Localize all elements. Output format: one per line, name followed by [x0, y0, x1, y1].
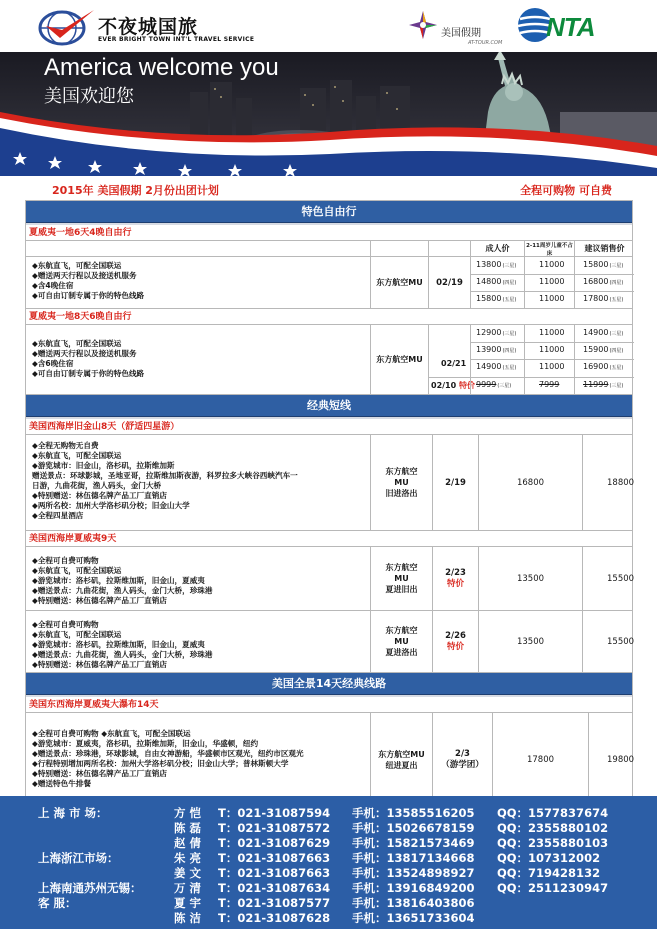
price-value: 13800 [476, 260, 502, 269]
feature-line: ◆赠送特色牛排餐 [32, 779, 91, 788]
contact-qq[interactable]: QQ：107312002 [497, 851, 601, 865]
airline-line: 旧进洛出 [385, 489, 418, 498]
feature-line: ◆含4晚住宿 [32, 281, 74, 290]
contact-mobile[interactable]: 手机：13816403806 [352, 896, 475, 910]
contact-name: 姜 文 [174, 866, 202, 880]
date-value: 2/23 [445, 567, 466, 578]
contact-row [0, 805, 657, 820]
plan-heading [24, 182, 636, 198]
airline-line: 夏进洛出 [385, 648, 418, 657]
table-row [26, 325, 632, 395]
brand-name-cn: 不夜城国旅 [98, 16, 199, 38]
contact-name: 方 恺 [174, 806, 202, 820]
feature-line: ◆含6晚住宿 [32, 359, 74, 368]
date-cell: 02/19 [428, 257, 470, 308]
price-value: 11000 [539, 345, 565, 354]
contact-mobile[interactable]: 手机：13916849200 [352, 881, 475, 895]
price-value: 9999 [476, 380, 497, 389]
contact-region: 上海南通苏州无锡： [38, 881, 142, 895]
date-cell [432, 713, 492, 807]
airline-cell [370, 435, 432, 530]
date-header-cell [428, 241, 470, 256]
feature-cell [26, 325, 370, 394]
partner-logo[interactable] [408, 10, 508, 48]
route-title: 美国西海岸旧金山8天（舒适四星游） [26, 419, 632, 435]
table-row [26, 241, 632, 257]
banner-title-cn: 美国欢迎您 [44, 86, 134, 107]
partner-name-en: AT-TOUR.COM [468, 40, 503, 46]
feature-header-cell [26, 241, 370, 256]
banner-title-en: America welcome you [44, 54, 279, 81]
suggest-price-cell [574, 257, 634, 308]
adult-price-cell: 13500 [478, 611, 582, 672]
table-row [26, 611, 635, 673]
plan-title: 2015年 美国假期 2月份出团计划 [52, 184, 219, 197]
feature-line: ◆可自由订制专属于你的特色线路 [32, 291, 145, 300]
contact-mobile[interactable]: 手机：13651733604 [352, 911, 475, 925]
feature-line: ◆全程四星酒店 [32, 511, 84, 520]
brand-logo[interactable] [36, 8, 266, 48]
feature-line: ◆全程无购物无自费 [32, 441, 99, 450]
airline-line: MU [394, 574, 409, 583]
date-value: 02/21 [441, 359, 467, 368]
star-tag: (五星) [609, 297, 624, 303]
airline-cell [370, 713, 432, 807]
contact-phone[interactable]: T：021-31087594 [218, 806, 331, 820]
header [0, 0, 657, 52]
price-value: 14900 [476, 362, 502, 371]
feature-line: ◆全程可自费可购物 [32, 556, 99, 565]
feature-line: ◆游览城市：旧金山，洛杉矶，拉斯维加斯 [32, 461, 175, 470]
contact-mobile[interactable]: 手机：13585516205 [352, 806, 475, 820]
contact-row [0, 820, 657, 835]
contact-mobile[interactable]: 手机：15821573469 [352, 836, 475, 850]
price-value: 11000 [539, 260, 565, 269]
date-cell [428, 325, 475, 394]
date-value: 2/26 [445, 630, 466, 641]
airline-header-cell [370, 241, 428, 256]
feature-line: ◆游览城市：夏威夷，洛杉矶，拉斯维加斯，旧金山，华盛顿，纽约 [32, 739, 259, 748]
partner-name-cn: 美国假期 [441, 28, 481, 39]
table-row [26, 435, 635, 531]
contact-row [0, 895, 657, 910]
brand-name-en: EVER BRIGHT TOWN INT'L TRAVEL SERVICE [98, 36, 255, 43]
contact-name: 陈 洁 [174, 911, 202, 925]
price-value: 11999 [583, 380, 609, 389]
star-tag: (三星) [502, 331, 517, 337]
contact-row [0, 835, 657, 850]
price-value: 16900 [583, 362, 609, 371]
route-title: 夏威夷一地6天4晚自由行 [26, 225, 632, 241]
price-value: 7999 [539, 380, 560, 389]
contact-name: 赵 倩 [174, 836, 202, 850]
contact-phone[interactable]: T：021-31087663 [218, 866, 331, 880]
date-cell: 2/19 [432, 435, 478, 530]
feature-line: ◆赠送景点：珍珠港，环球影城，自由女神游船，华盛顿市区观光，纽约市区观光 [32, 749, 304, 758]
feature-line: 日游，九曲花街，渔人码头，金门大桥 [32, 481, 162, 490]
contact-mobile[interactable]: 手机：13817134668 [352, 851, 475, 865]
route-title: 美国西海岸夏威夷9天 [26, 531, 632, 547]
feature-cell [26, 713, 370, 807]
plan-slogan: 全程可购物 可自费 [520, 184, 612, 197]
contact-phone[interactable]: T：021-31087572 [218, 821, 331, 835]
feature-line: ◆特别赠送：林伍德名牌产品工厂直销店 [32, 769, 167, 778]
airline-line: 东方航空 [385, 467, 418, 476]
contact-region: 客 服： [38, 896, 77, 910]
feature-cell [26, 547, 370, 610]
section-bar-panorama-14d: 美国全景14天经典线路 [26, 673, 632, 695]
feature-line: 赠送景点：环球影城，圣地亚哥，拉斯维加斯夜游，科罗拉多大峡谷西峡汽车一 [32, 471, 298, 480]
star-tag: (四星) [502, 348, 517, 354]
adult-price-cell: 17800 [492, 713, 588, 807]
contact-qq[interactable]: QQ：1577837674 [497, 806, 609, 820]
star-tag: (四星) [609, 348, 624, 354]
airline-line: 东方航空 [385, 563, 418, 572]
table-row [26, 713, 635, 807]
adult-price-cell [470, 257, 524, 308]
star-tag: (三星) [502, 263, 517, 269]
star-mark-icon [408, 10, 438, 40]
airline-line: 东方航空 [385, 626, 418, 635]
nta-logo[interactable] [516, 6, 636, 44]
contact-row [0, 865, 657, 880]
feature-line: ◆游览城市：洛杉矶，拉斯维加斯，旧金山，夏威夷 [32, 576, 205, 585]
feature-line: ◆东航直飞，可配全国联运 [32, 630, 122, 639]
suggest-price-cell: 15500 [582, 611, 634, 672]
star-tag: (五星) [502, 297, 517, 303]
feature-line: ◆赠送景点：九曲花街，渔人码头，金门大桥，珍珠港 [32, 586, 213, 595]
price-value: 13900 [476, 345, 502, 354]
feature-line: ◆特别赠送：林伍德名牌产品工厂直销店 [32, 596, 167, 605]
contact-name: 陈 磊 [174, 821, 202, 835]
child-price-cell [524, 257, 574, 308]
contact-phone[interactable]: T：021-31087577 [218, 896, 331, 910]
contact-row [0, 910, 657, 925]
feature-line: ◆行程特别增加两所名校：加州大学洛杉矶分校；旧金山大学；普林斯顿大学 [32, 759, 289, 768]
contact-phone[interactable]: T：021-31087663 [218, 851, 331, 865]
price-value: 11000 [539, 277, 565, 286]
star-tag: (三星) [609, 263, 624, 269]
suggest-price-cell: 19800 [588, 713, 634, 807]
feature-line: ◆东航直飞，可配全国联运 [32, 451, 122, 460]
airline-line: 东方航空MU [378, 750, 425, 759]
section-bar-classic-short: 经典短线 [26, 395, 632, 417]
date-note: （游学团） [441, 760, 484, 770]
contact-row [0, 850, 657, 865]
airline-line: MU [394, 478, 409, 487]
price-value: 15800 [476, 294, 502, 303]
price-value: 16800 [583, 277, 609, 286]
contact-mobile[interactable]: 手机：15026678159 [352, 821, 475, 835]
feature-line: ◆特别赠送：林伍德名牌产品工厂直销店 [32, 660, 167, 669]
star-tag: (五星) [502, 365, 517, 371]
feature-cell [26, 611, 370, 672]
feature-line: ◆东航直飞，可配全国联运 [32, 566, 122, 575]
price-value: 15800 [583, 260, 609, 269]
adult-price-header: 成人价 [470, 241, 524, 256]
nta-wordmark: NTA [546, 12, 595, 42]
special-label: 特价 [446, 578, 464, 589]
hero-banner [0, 52, 657, 176]
contact-row [0, 880, 657, 895]
contact-mobile[interactable]: 手机：13524898927 [352, 866, 475, 880]
child-price-header: 2-11周岁儿童不占床 [524, 241, 574, 256]
contact-qq[interactable]: QQ：719428132 [497, 866, 601, 880]
itinerary-table [25, 200, 633, 808]
star-tag: (四星) [502, 280, 517, 286]
table-row [26, 257, 632, 309]
airline-line: 纽进夏出 [385, 761, 418, 770]
feature-line: ◆赠送景点：九曲花街，渔人码头，金门大桥，珍珠港 [32, 650, 213, 659]
contact-footer [0, 796, 657, 929]
price-value: 14800 [476, 277, 502, 286]
feature-line: ◆可自由订制专属于你的特色线路 [32, 369, 145, 378]
price-value: 11000 [539, 328, 565, 337]
adult-price-cell: 16800 [478, 435, 582, 530]
date-value: 2/3 [455, 749, 470, 759]
star-tag: (三星) [497, 383, 512, 389]
price-value: 17800 [583, 294, 609, 303]
date-cell [432, 611, 478, 672]
contact-name: 夏 宇 [174, 896, 202, 910]
star-tag: (四星) [609, 280, 624, 286]
airline-line: 夏进旧出 [385, 585, 418, 594]
airline-cell [370, 611, 432, 672]
feature-line: ◆全程可自费可购物 ◆东航直飞，可配全国联运 [32, 729, 191, 738]
feature-line: ◆赠送两天行程以及接送机服务 [32, 271, 137, 280]
price-value: 12900 [476, 328, 502, 337]
feature-line: ◆两所名校：加州大学洛杉矶分校；旧金山大学 [32, 501, 190, 510]
suggest-price-cell: 15500 [582, 547, 634, 610]
date-cell [432, 547, 478, 610]
airline-cell: 东方航空MU [370, 325, 428, 394]
suggest-price-header: 建议销售价 [574, 241, 634, 256]
adult-price-cell: 13500 [478, 547, 582, 610]
contact-phone[interactable]: T：021-31087628 [218, 911, 331, 925]
contact-name: 万 清 [174, 881, 202, 895]
table-row [26, 547, 635, 611]
route-title: 夏威夷一地8天6晚自由行 [26, 309, 632, 325]
contact-qq[interactable]: QQ：2511230947 [497, 881, 609, 895]
contact-region: 上 海 市 场： [38, 806, 108, 820]
price-value: 15900 [583, 345, 609, 354]
feature-line: ◆东航直飞，可配全国联运 [32, 261, 122, 270]
contact-qq[interactable]: QQ：2355880102 [497, 821, 609, 835]
special-date: 02/10 [431, 381, 457, 390]
route-title: 美国东西海岸夏威夷大瀑布14天 [26, 697, 632, 713]
feature-line: ◆游览城市：洛杉矶，拉斯维加斯，旧金山，夏威夷 [32, 640, 205, 649]
contact-phone[interactable]: T：021-31087634 [218, 881, 331, 895]
feature-line: ◆特别赠送：林伍德名牌产品工厂直销店 [32, 491, 167, 500]
suggest-price-cell: 18800 [582, 435, 634, 530]
section-bar-free-travel: 特色自由行 [26, 201, 632, 223]
star-tag: (五星) [609, 365, 624, 371]
special-label: 特价 [458, 381, 475, 390]
star-tag: (三星) [609, 383, 624, 389]
special-label: 特价 [446, 641, 464, 652]
contact-qq[interactable]: QQ：2355880103 [497, 836, 609, 850]
feature-line: ◆东航直飞，可配全国联运 [32, 339, 122, 348]
contact-region: 上海浙江市场： [38, 851, 119, 865]
globe-check-icon [36, 8, 96, 46]
contact-phone[interactable]: T：021-31087629 [218, 836, 331, 850]
airline-line: MU [394, 637, 409, 646]
price-value: 14900 [583, 328, 609, 337]
airline-cell [370, 547, 432, 610]
feature-cell [26, 257, 370, 308]
feature-line: ◆赠送两天行程以及接送机服务 [32, 349, 137, 358]
feature-cell [26, 435, 370, 530]
price-value: 11000 [539, 294, 565, 303]
price-value: 11000 [539, 362, 565, 371]
star-tag: (三星) [609, 331, 624, 337]
airline-cell: 东方航空MU [370, 257, 428, 308]
feature-line: ◆全程可自费可购物 [32, 620, 99, 629]
contact-name: 朱 亮 [174, 851, 202, 865]
